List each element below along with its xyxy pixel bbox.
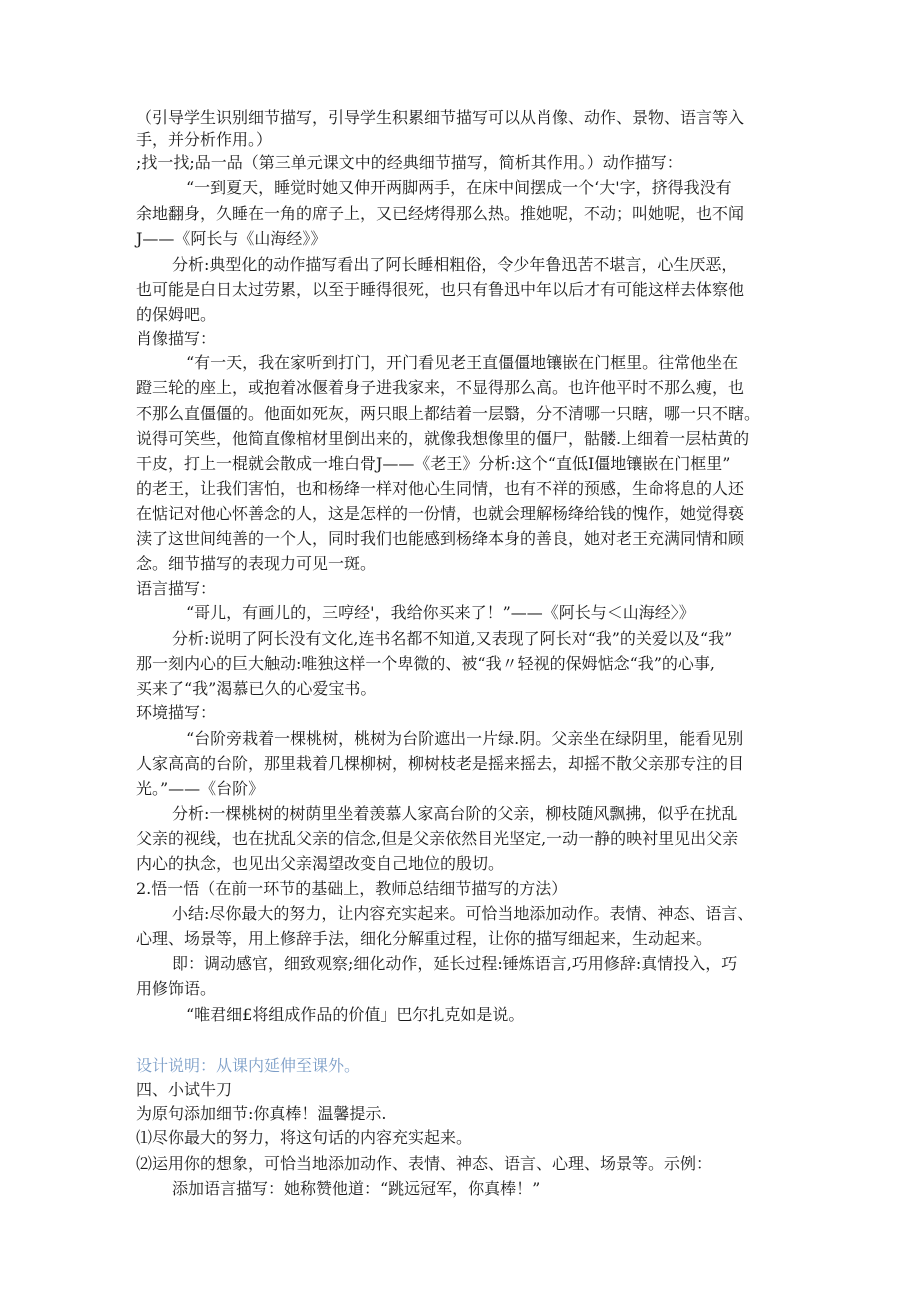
text-line: 的老王，让我们害怕，也和杨绛一样对他心生同情，也有不祥的预感，生命将息的人还 xyxy=(136,479,745,498)
text-line: 父亲的视线，也在扰乱父亲的信念,但是父亲依然目光坚定,一动一静的映衬里见出父亲 xyxy=(136,829,739,848)
text-line: 分析:说明了阿长没有文化,连书名都不知道,又表现了阿长对“我”的关爱以及“我” xyxy=(172,629,733,648)
text-line: J——《阿长与《山海经》》 xyxy=(136,229,327,248)
text-line: 小结:尽你最大的努力，让内容充实起来。可恰当地添加动作。表情、神态、语言、 xyxy=(172,904,754,923)
text-line: 念。细节描写的表现力可见一斑。 xyxy=(136,554,377,573)
section-heading: 肖像描写： xyxy=(136,329,217,348)
text-line: 手，并分析作用。） xyxy=(136,130,273,149)
text-line: 人家高高的台阶，那里栽着几棵柳树，柳树枝老是摇来摇去，却摇不散父亲那专注的目 xyxy=(136,754,745,773)
section-heading: 2.悟一悟（在前一环节的基础上，教师总结细节描写的方法） xyxy=(136,879,568,898)
text-line: 光。”——《台阶》 xyxy=(136,779,265,798)
text-line: 分析:典型化的动作描写看出了阿长睡相粗俗，令少年鲁迅苦不堪言，心生厌恶， xyxy=(172,255,738,274)
text-line: 买来了“我”渴慕已久的心爱宝书。 xyxy=(136,679,377,698)
text-line: “一到夏天，睡觉时她又伸开两脚两手，在床中间摆成一个‘大'字，挤得我没有 xyxy=(186,178,732,197)
list-item: ⑴尽你最大的努力，将这句话的内容充实起来。 xyxy=(136,1128,473,1147)
text-line: “台阶旁栽着一棵桃树，桃树为台阶遮出一片绿.阴。父亲坐在绿阴里，能看见别 xyxy=(186,729,744,748)
text-line: 心理、场景等，用上修辞手法，细化分解重过程，让你的描写细起来，生动起来。 xyxy=(136,929,713,948)
example-line: 添加语言描写：她称赞他道：“跳远冠军，你真棒！” xyxy=(172,1179,541,1198)
text-line: 说得可笑些，他简直像棺材里倒出来的，就像我想像里的僵尸，骷髅.上细着一层枯黄的 xyxy=(136,429,750,448)
text-line: “有一天，我在家听到打门，开门看见老王直僵僵地镶嵌在门框里。往常他坐在 xyxy=(186,353,739,372)
text-line: 在惦记对他心怀善念的人，这是怎样的一份情，也就会理解杨绛给钱的愧作，她觉得亵 xyxy=(136,504,745,523)
list-item: ⑵运用你的想象，可恰当地添加动作、表情、神态、语言、心理、场景等。示例： xyxy=(136,1154,713,1173)
text-line: “哥儿，有画儿的，三哼经'，我给你买来了！”——《阿长与＜山海经〉》 xyxy=(186,603,695,622)
section-heading: 环境描写： xyxy=(136,703,217,722)
text-line: （引导学生识别细节描写，引导学生积累细节描写可以从肖像、动作、景物、语言等入 xyxy=(136,108,745,127)
text-line: 为原句添加细节:你真棒！温馨提示. xyxy=(136,1104,387,1123)
text-line: 的保姆吧。 xyxy=(136,305,217,324)
text-line: 干皮，打上一棍就会散成一堆白骨J——《老王》分析:这个“直低I僵地镶嵌在门框里” xyxy=(136,454,731,473)
text-line: 内心的执念，也见出父亲渴望改变自己地位的殷切。 xyxy=(136,854,505,873)
text-line: 渎了这世间纯善的一个人，同时我们也能感到杨绛本身的善良，她对老王充满同情和顾 xyxy=(136,529,745,548)
text-line: 不那么直僵僵的。他面如死灰，两只眼上都结着一层翳，分不清哪一只瞎，哪一只不瞎。 xyxy=(136,404,761,423)
text-line: ;找一找;品一品（第三单元课文中的经典细节描写，简析其作用。）动作描写： xyxy=(136,153,683,172)
quote-line: “唯君细£将组成作品的价值」巴尔扎克如是说。 xyxy=(186,1005,525,1024)
text-line: 用修饰语。 xyxy=(136,979,217,998)
text-line: 余地翻身，久睡在一角的席子上，又已经烤得那么热。推她呢，不动；叫她呢，也不闻 xyxy=(136,204,745,223)
section-heading: 语言描写： xyxy=(136,579,217,598)
design-note: 设计说明：从课内延伸至课外。 xyxy=(136,1056,361,1075)
text-line: 那一刻内心的巨大触动:唯独这样一个卑微的、被“我〃轻视的保姆惦念“我”的心事, xyxy=(136,654,716,673)
text-line: 即：调动感官，细致观察;细化动作，延长过程:锤炼语言,巧用修辞:真情投入，巧 xyxy=(172,954,738,973)
text-line: 也可能是白日太过劳累，以至于睡得很死，也只有鲁迅中年以后才有可能这样去体察他 xyxy=(136,280,745,299)
text-line: 蹬三轮的座上，或抱着冰偃着身子进我家来，不显得那么高。也许他平时不那么瘦，也 xyxy=(136,378,745,397)
section-heading: 四、小试牛刀 xyxy=(136,1080,233,1099)
text-line: 分析:一棵桃树的树荫里坐着羡慕人家高台阶的父亲，柳枝随风飘拂，似乎在扰乱 xyxy=(172,804,738,823)
